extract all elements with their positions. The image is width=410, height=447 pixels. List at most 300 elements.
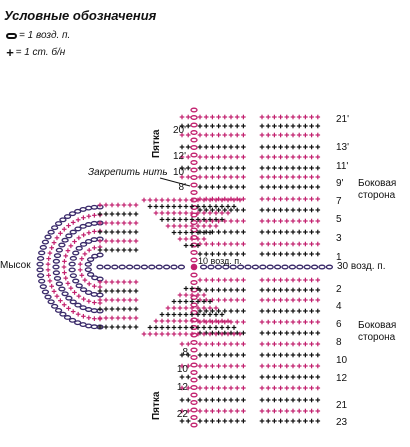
upper-left-block-stitch xyxy=(204,124,209,129)
toe-sc-stitch xyxy=(48,279,53,284)
lower-left-block-stitch xyxy=(204,419,209,424)
upper-wedge-stitch xyxy=(172,211,177,216)
lower-left-block-stitch xyxy=(216,288,221,293)
lower-left-block-stitch xyxy=(216,409,221,414)
lower-wedge-stitch xyxy=(232,332,237,337)
center-chain-stitch xyxy=(191,176,197,180)
upper-right-block-stitch xyxy=(303,197,308,202)
lower-left-block-stitch xyxy=(235,386,240,391)
center-chain-stitch xyxy=(191,371,197,375)
lower-right-block-stitch xyxy=(309,409,314,414)
upper-right-block-stitch xyxy=(260,208,265,213)
lower-left-block-stitch xyxy=(229,320,234,325)
lower-right-block-stitch xyxy=(260,298,265,303)
upper-left-block-stitch xyxy=(204,115,209,120)
toe-chain-stitch xyxy=(37,262,43,266)
lower-left-block-stitch xyxy=(229,409,234,414)
upper-wedge-stitch xyxy=(214,224,219,229)
foundation-chain-stitch xyxy=(178,265,184,269)
toe-sc-stitch xyxy=(87,315,92,320)
toe-side-stitch xyxy=(104,316,109,321)
lower-right-block-stitch xyxy=(303,364,308,369)
heel-bottom-stitch xyxy=(180,375,185,380)
upper-right-block-stitch xyxy=(316,115,321,120)
lower-right-block-stitch xyxy=(309,320,314,325)
lower-left-block-stitch xyxy=(223,353,228,358)
lower-left-block-stitch xyxy=(210,342,215,347)
row-number-right-bottom: 21 xyxy=(336,400,348,411)
upper-right-block-stitch xyxy=(303,124,308,129)
upper-right-block-stitch xyxy=(297,175,302,180)
lower-wedge-stitch xyxy=(172,299,177,304)
upper-right-block-stitch xyxy=(291,124,296,129)
upper-right-block-stitch xyxy=(316,208,321,213)
upper-left-block-stitch xyxy=(235,185,240,190)
toe-side-stitch xyxy=(134,307,139,312)
upper-wedge-stitch xyxy=(160,211,165,216)
upper-right-block-stitch xyxy=(316,175,321,180)
lower-right-block-stitch xyxy=(266,419,271,424)
center-chain-stitch xyxy=(191,138,197,142)
toe-sc-stitch xyxy=(92,300,97,305)
lower-wedge-stitch xyxy=(190,332,195,337)
toe-sc-stitch xyxy=(92,213,97,218)
toe-chain-stitch xyxy=(37,268,43,272)
upper-left-block-stitch xyxy=(223,185,228,190)
toe-chain-stitch xyxy=(53,271,59,275)
toe-sc-stitch xyxy=(87,214,92,219)
upper-right-block-stitch xyxy=(285,133,290,138)
upper-left-block-stitch xyxy=(223,175,228,180)
lower-right-block-stitch xyxy=(278,353,283,358)
toe-side-stitch xyxy=(134,325,139,330)
upper-right-block-stitch xyxy=(303,175,308,180)
lower-right-block-stitch xyxy=(266,278,271,283)
upper-right-block-stitch xyxy=(316,242,321,247)
lower-right-block-stitch xyxy=(272,331,277,336)
toe-sc-stitch xyxy=(92,316,97,321)
upper-wedge-stitch xyxy=(148,198,153,203)
lower-left-block-stitch xyxy=(241,409,246,414)
center-chain-stitch xyxy=(191,341,197,345)
foundation-chain-stitch xyxy=(289,265,295,269)
lower-left-block-stitch xyxy=(229,364,234,369)
toe-side-stitch xyxy=(116,203,121,208)
toe-sc-stitch xyxy=(92,284,97,289)
lower-left-block-stitch xyxy=(216,398,221,403)
lower-right-block-stitch xyxy=(285,375,290,380)
upper-right-block-stitch xyxy=(260,124,265,129)
toe-chain-stitch xyxy=(39,251,45,255)
toe-side-stitch xyxy=(122,289,127,294)
lower-right-block-stitch xyxy=(260,364,265,369)
toe-chain-stitch xyxy=(75,227,81,231)
lower-left-block-stitch xyxy=(241,320,246,325)
lower-wedge-stitch xyxy=(178,312,183,317)
lower-right-block-stitch xyxy=(309,331,314,336)
upper-wedge-stitch xyxy=(166,204,171,209)
heel-top-stitch xyxy=(186,145,191,150)
lower-left-block-stitch xyxy=(198,419,203,424)
toe-chain-stitch xyxy=(39,279,45,283)
center-chain-label: 10 возд. п. xyxy=(198,256,242,266)
legend-chain-text: = 1 возд. п. xyxy=(19,30,71,41)
upper-left-block-stitch xyxy=(204,155,209,160)
toe-side-stitch xyxy=(98,289,103,294)
upper-left-block-stitch xyxy=(235,242,240,247)
lower-right-block-stitch xyxy=(309,309,314,314)
lower-right-block-stitch xyxy=(285,409,290,414)
toe-side-stitch xyxy=(110,325,115,330)
lower-right-block-stitch xyxy=(316,288,321,293)
center-chain-stitch xyxy=(191,423,197,427)
toe-side-stitch xyxy=(104,248,109,253)
foundation-chain-stitch xyxy=(297,265,303,269)
toe-side-stitch xyxy=(116,248,121,253)
lower-left-block-stitch xyxy=(216,320,221,325)
lower-left-block-stitch xyxy=(241,398,246,403)
toe-side-stitch xyxy=(128,248,133,253)
upper-right-block-stitch xyxy=(266,252,271,257)
toe-side-stitch xyxy=(128,289,133,294)
lower-left-block-stitch xyxy=(229,398,234,403)
lower-left-block-stitch xyxy=(241,375,246,380)
lower-left-block-stitch xyxy=(229,331,234,336)
toe-side-stitch xyxy=(116,212,121,217)
lower-right-block-stitch xyxy=(260,375,265,380)
upper-right-block-stitch xyxy=(309,175,314,180)
upper-left-block-stitch xyxy=(223,208,228,213)
upper-right-block-stitch xyxy=(278,166,283,171)
lower-right-block-stitch xyxy=(303,375,308,380)
lower-left-block-stitch xyxy=(216,419,221,424)
toe-side-stitch xyxy=(122,316,127,321)
lower-left-block-stitch xyxy=(235,398,240,403)
upper-wedge-stitch xyxy=(166,217,171,222)
upper-right-block-stitch xyxy=(278,252,283,257)
center-chain-stitch xyxy=(191,408,197,412)
center-chain-stitch xyxy=(191,416,197,420)
toe-chain-stitch xyxy=(60,312,66,316)
lower-right-block-stitch xyxy=(285,331,290,336)
upper-left-block-stitch xyxy=(223,124,228,129)
upper-right-block-stitch xyxy=(309,219,314,224)
upper-right-block-stitch xyxy=(316,145,321,150)
upper-right-block-stitch xyxy=(285,252,290,257)
lower-wedge-stitch xyxy=(238,332,243,337)
toe-sc-stitch xyxy=(83,278,88,283)
lower-left-block-stitch xyxy=(198,375,203,380)
upper-wedge-stitch xyxy=(208,198,213,203)
upper-left-block-stitch xyxy=(229,208,234,213)
toe-side-stitch xyxy=(134,248,139,253)
toe-side-stitch xyxy=(134,316,139,321)
upper-wedge-stitch xyxy=(208,211,213,216)
toe-side-stitch xyxy=(98,307,103,312)
center-chain-stitch xyxy=(191,386,197,390)
upper-wedge-stitch xyxy=(184,217,189,222)
lower-right-block-stitch xyxy=(272,409,277,414)
toe-sc-stitch xyxy=(58,298,63,303)
lower-right-block-stitch xyxy=(272,398,277,403)
upper-right-block-stitch xyxy=(278,115,283,120)
upper-wedge-stitch xyxy=(172,204,177,209)
toe-sc-stitch xyxy=(72,290,77,295)
lower-left-block-stitch xyxy=(216,353,221,358)
lower-wedge-stitch xyxy=(178,299,183,304)
lower-right-block-stitch xyxy=(303,320,308,325)
toe-chain-stitch xyxy=(81,243,87,247)
upper-right-block-stitch xyxy=(285,115,290,120)
toe-label: Мысок xyxy=(0,260,31,271)
lower-right-block-stitch xyxy=(278,419,283,424)
heel-top-stitch xyxy=(180,115,185,120)
lower-right-block-stitch xyxy=(316,298,321,303)
upper-right-block-stitch xyxy=(260,145,265,150)
upper-left-block-stitch xyxy=(223,242,228,247)
center-chain-stitch xyxy=(191,401,197,405)
upper-left-block-stitch xyxy=(235,175,240,180)
upper-left-block-stitch xyxy=(229,197,234,202)
lower-right-block-stitch xyxy=(297,375,302,380)
upper-left-block-stitch xyxy=(235,124,240,129)
upper-wedge-stitch xyxy=(202,224,207,229)
upper-right-block-stitch xyxy=(285,242,290,247)
upper-left-block-stitch xyxy=(210,115,215,120)
lower-right-block-stitch xyxy=(285,298,290,303)
upper-wedge-stitch xyxy=(220,198,225,203)
toe-sc-stitch xyxy=(52,289,57,294)
row-number-left-bottom: 8 xyxy=(182,347,188,358)
upper-left-block-stitch xyxy=(198,115,203,120)
toe-side-stitch xyxy=(110,239,115,244)
lower-right-block-stitch xyxy=(316,364,321,369)
upper-right-block-stitch xyxy=(278,230,283,235)
toe-side-stitch xyxy=(128,280,133,285)
toe-chain-stitch xyxy=(38,257,44,261)
lower-right-block-stitch xyxy=(260,331,265,336)
toe-chain-stitch xyxy=(60,218,66,222)
side-label-top-1: Боковая xyxy=(358,178,397,189)
lower-left-block-stitch xyxy=(204,278,209,283)
upper-wedge-stitch xyxy=(148,204,153,209)
center-chain-stitch xyxy=(191,168,197,172)
toe-chain-stitch xyxy=(52,304,58,308)
row-number-right-top: 9' xyxy=(336,178,344,189)
upper-right-block-stitch xyxy=(291,115,296,120)
lower-right-block-stitch xyxy=(260,386,265,391)
lower-wedge-stitch xyxy=(184,306,189,311)
toe-chain-stitch xyxy=(86,240,92,244)
row-number-left-top: 10' xyxy=(172,167,186,178)
toe-side-stitch xyxy=(116,230,121,235)
upper-right-block-stitch xyxy=(303,242,308,247)
upper-left-block-stitch xyxy=(210,155,215,160)
upper-wedge-stitch xyxy=(226,204,231,209)
lower-right-block-stitch xyxy=(272,298,277,303)
upper-wedge-stitch xyxy=(214,211,219,216)
toe-side-stitch xyxy=(116,280,121,285)
heel-top-stitch xyxy=(186,124,191,129)
lower-left-block-stitch xyxy=(241,331,246,336)
upper-wedge-stitch xyxy=(178,237,183,242)
toe-sc-stitch xyxy=(49,245,54,250)
upper-left-block-stitch xyxy=(229,242,234,247)
lower-left-block-stitch xyxy=(223,298,228,303)
lower-right-block-stitch xyxy=(260,320,265,325)
upper-left-block-stitch xyxy=(216,175,221,180)
lower-left-block-stitch xyxy=(198,353,203,358)
upper-right-block-stitch xyxy=(297,230,302,235)
upper-left-block-stitch xyxy=(204,185,209,190)
upper-wedge-stitch xyxy=(178,211,183,216)
toe-chain-stitch xyxy=(45,295,51,299)
upper-left-block-stitch xyxy=(235,133,240,138)
upper-right-block-stitch xyxy=(278,197,283,202)
upper-wedge-stitch xyxy=(178,217,183,222)
foundation-chain-stitch xyxy=(134,265,140,269)
toe-side-stitch xyxy=(122,221,127,226)
lower-right-block-stitch xyxy=(266,331,271,336)
upper-wedge-stitch xyxy=(226,198,231,203)
toe-side-stitch xyxy=(122,325,127,330)
upper-right-block-stitch xyxy=(272,155,277,160)
upper-wedge-stitch xyxy=(142,198,147,203)
upper-right-block-stitch xyxy=(285,175,290,180)
upper-wedge-stitch xyxy=(208,230,213,235)
lower-left-block-stitch xyxy=(198,342,203,347)
lower-wedge-stitch xyxy=(166,325,171,330)
toe-sc-stitch xyxy=(80,273,85,278)
upper-right-block-stitch xyxy=(309,185,314,190)
lower-wedge-stitch xyxy=(220,325,225,330)
toe-sc-stitch xyxy=(69,286,74,291)
upper-right-block-stitch xyxy=(309,115,314,120)
lower-right-block-stitch xyxy=(297,331,302,336)
heel-bottom-stitch xyxy=(186,375,191,380)
upper-wedge-stitch xyxy=(172,224,177,229)
toe-chain-stitch xyxy=(66,234,72,238)
toe-side-stitch xyxy=(122,212,127,217)
lower-right-block-stitch xyxy=(303,398,308,403)
lower-wedge-stitch xyxy=(172,312,177,317)
lower-right-block-stitch xyxy=(285,342,290,347)
lower-left-block-stitch xyxy=(241,419,246,424)
upper-left-block-stitch xyxy=(223,133,228,138)
side-label-bottom-2: сторона xyxy=(358,332,396,343)
center-chain-stitch xyxy=(191,363,197,367)
lower-right-block-stitch xyxy=(285,309,290,314)
toe-side-stitch xyxy=(104,289,109,294)
lower-right-block-stitch xyxy=(260,353,265,358)
upper-right-block-stitch xyxy=(303,155,308,160)
upper-wedge-stitch xyxy=(172,217,177,222)
lower-left-block-stitch xyxy=(210,353,215,358)
lower-wedge-stitch xyxy=(184,325,189,330)
upper-right-block-stitch xyxy=(285,197,290,202)
lower-left-block-stitch xyxy=(216,375,221,380)
lower-right-block-stitch xyxy=(272,419,277,424)
lower-left-block-stitch xyxy=(223,375,228,380)
lower-right-block-stitch xyxy=(291,419,296,424)
upper-right-block-stitch xyxy=(266,230,271,235)
lower-right-block-stitch xyxy=(303,409,308,414)
toe-side-stitch xyxy=(128,298,133,303)
toe-sc-stitch xyxy=(87,230,92,235)
lower-right-block-stitch xyxy=(285,398,290,403)
row-number-right-bottom: 12 xyxy=(336,373,348,384)
toe-side-stitch xyxy=(110,307,115,312)
lower-right-block-stitch xyxy=(291,309,296,314)
row-number-right-top: 1 xyxy=(336,252,342,263)
upper-wedge-stitch xyxy=(160,217,165,222)
upper-right-block-stitch xyxy=(285,185,290,190)
toe-side-stitch xyxy=(104,280,109,285)
toe-chain-stitch xyxy=(69,262,75,266)
lower-right-block-stitch xyxy=(278,288,283,293)
toe-chain-stitch xyxy=(76,284,82,288)
upper-wedge-stitch xyxy=(202,237,207,242)
lower-wedge-stitch xyxy=(142,332,147,337)
toe-sc-stitch xyxy=(62,265,67,270)
foundation-chain-stitch xyxy=(267,265,273,269)
toe-chain-stitch xyxy=(59,243,65,247)
row-number-right-top: 11' xyxy=(336,161,349,172)
lower-left-block-stitch xyxy=(223,278,228,283)
lower-right-block-stitch xyxy=(316,278,321,283)
upper-right-block-stitch xyxy=(260,115,265,120)
row-number-right-bottom: 4 xyxy=(336,301,342,312)
center-chain-stitch xyxy=(191,356,197,360)
upper-right-block-stitch xyxy=(285,208,290,213)
lower-right-block-stitch xyxy=(266,375,271,380)
lower-right-block-stitch xyxy=(309,342,314,347)
lower-wedge-stitch xyxy=(166,319,171,324)
lower-wedge-stitch xyxy=(226,325,231,330)
upper-right-block-stitch xyxy=(260,175,265,180)
toe-side-stitch xyxy=(116,289,121,294)
lower-right-block-stitch xyxy=(278,364,283,369)
upper-right-block-stitch xyxy=(291,219,296,224)
upper-left-block-stitch xyxy=(235,145,240,150)
toe-side-stitch xyxy=(110,230,115,235)
lower-right-block-stitch xyxy=(272,309,277,314)
foundation-chain-stitch xyxy=(304,265,310,269)
upper-right-block-stitch xyxy=(303,115,308,120)
lower-left-block-stitch xyxy=(210,331,215,336)
upper-left-block-stitch xyxy=(210,166,215,171)
heel-bottom-stitch xyxy=(186,342,191,347)
toe-chain-stitch xyxy=(48,230,54,234)
lower-right-block-stitch xyxy=(272,364,277,369)
lower-right-block-stitch xyxy=(291,320,296,325)
upper-left-block-stitch xyxy=(229,219,234,224)
toe-sc-stitch xyxy=(98,285,103,290)
lower-right-block-stitch xyxy=(260,409,265,414)
toe-chain-stitch xyxy=(53,259,59,263)
toe-sc-stitch xyxy=(46,262,51,267)
upper-wedge-stitch xyxy=(166,198,171,203)
toe-sc-stitch xyxy=(87,282,92,287)
upper-right-block-stitch xyxy=(278,175,283,180)
toe-sc-stitch xyxy=(78,262,83,267)
lower-right-block-stitch xyxy=(266,364,271,369)
toe-sc-stitch xyxy=(52,240,57,245)
upper-right-block-stitch xyxy=(278,124,283,129)
upper-left-block-stitch xyxy=(210,208,215,213)
lower-wedge-stitch xyxy=(148,325,153,330)
lower-right-block-stitch xyxy=(291,398,296,403)
